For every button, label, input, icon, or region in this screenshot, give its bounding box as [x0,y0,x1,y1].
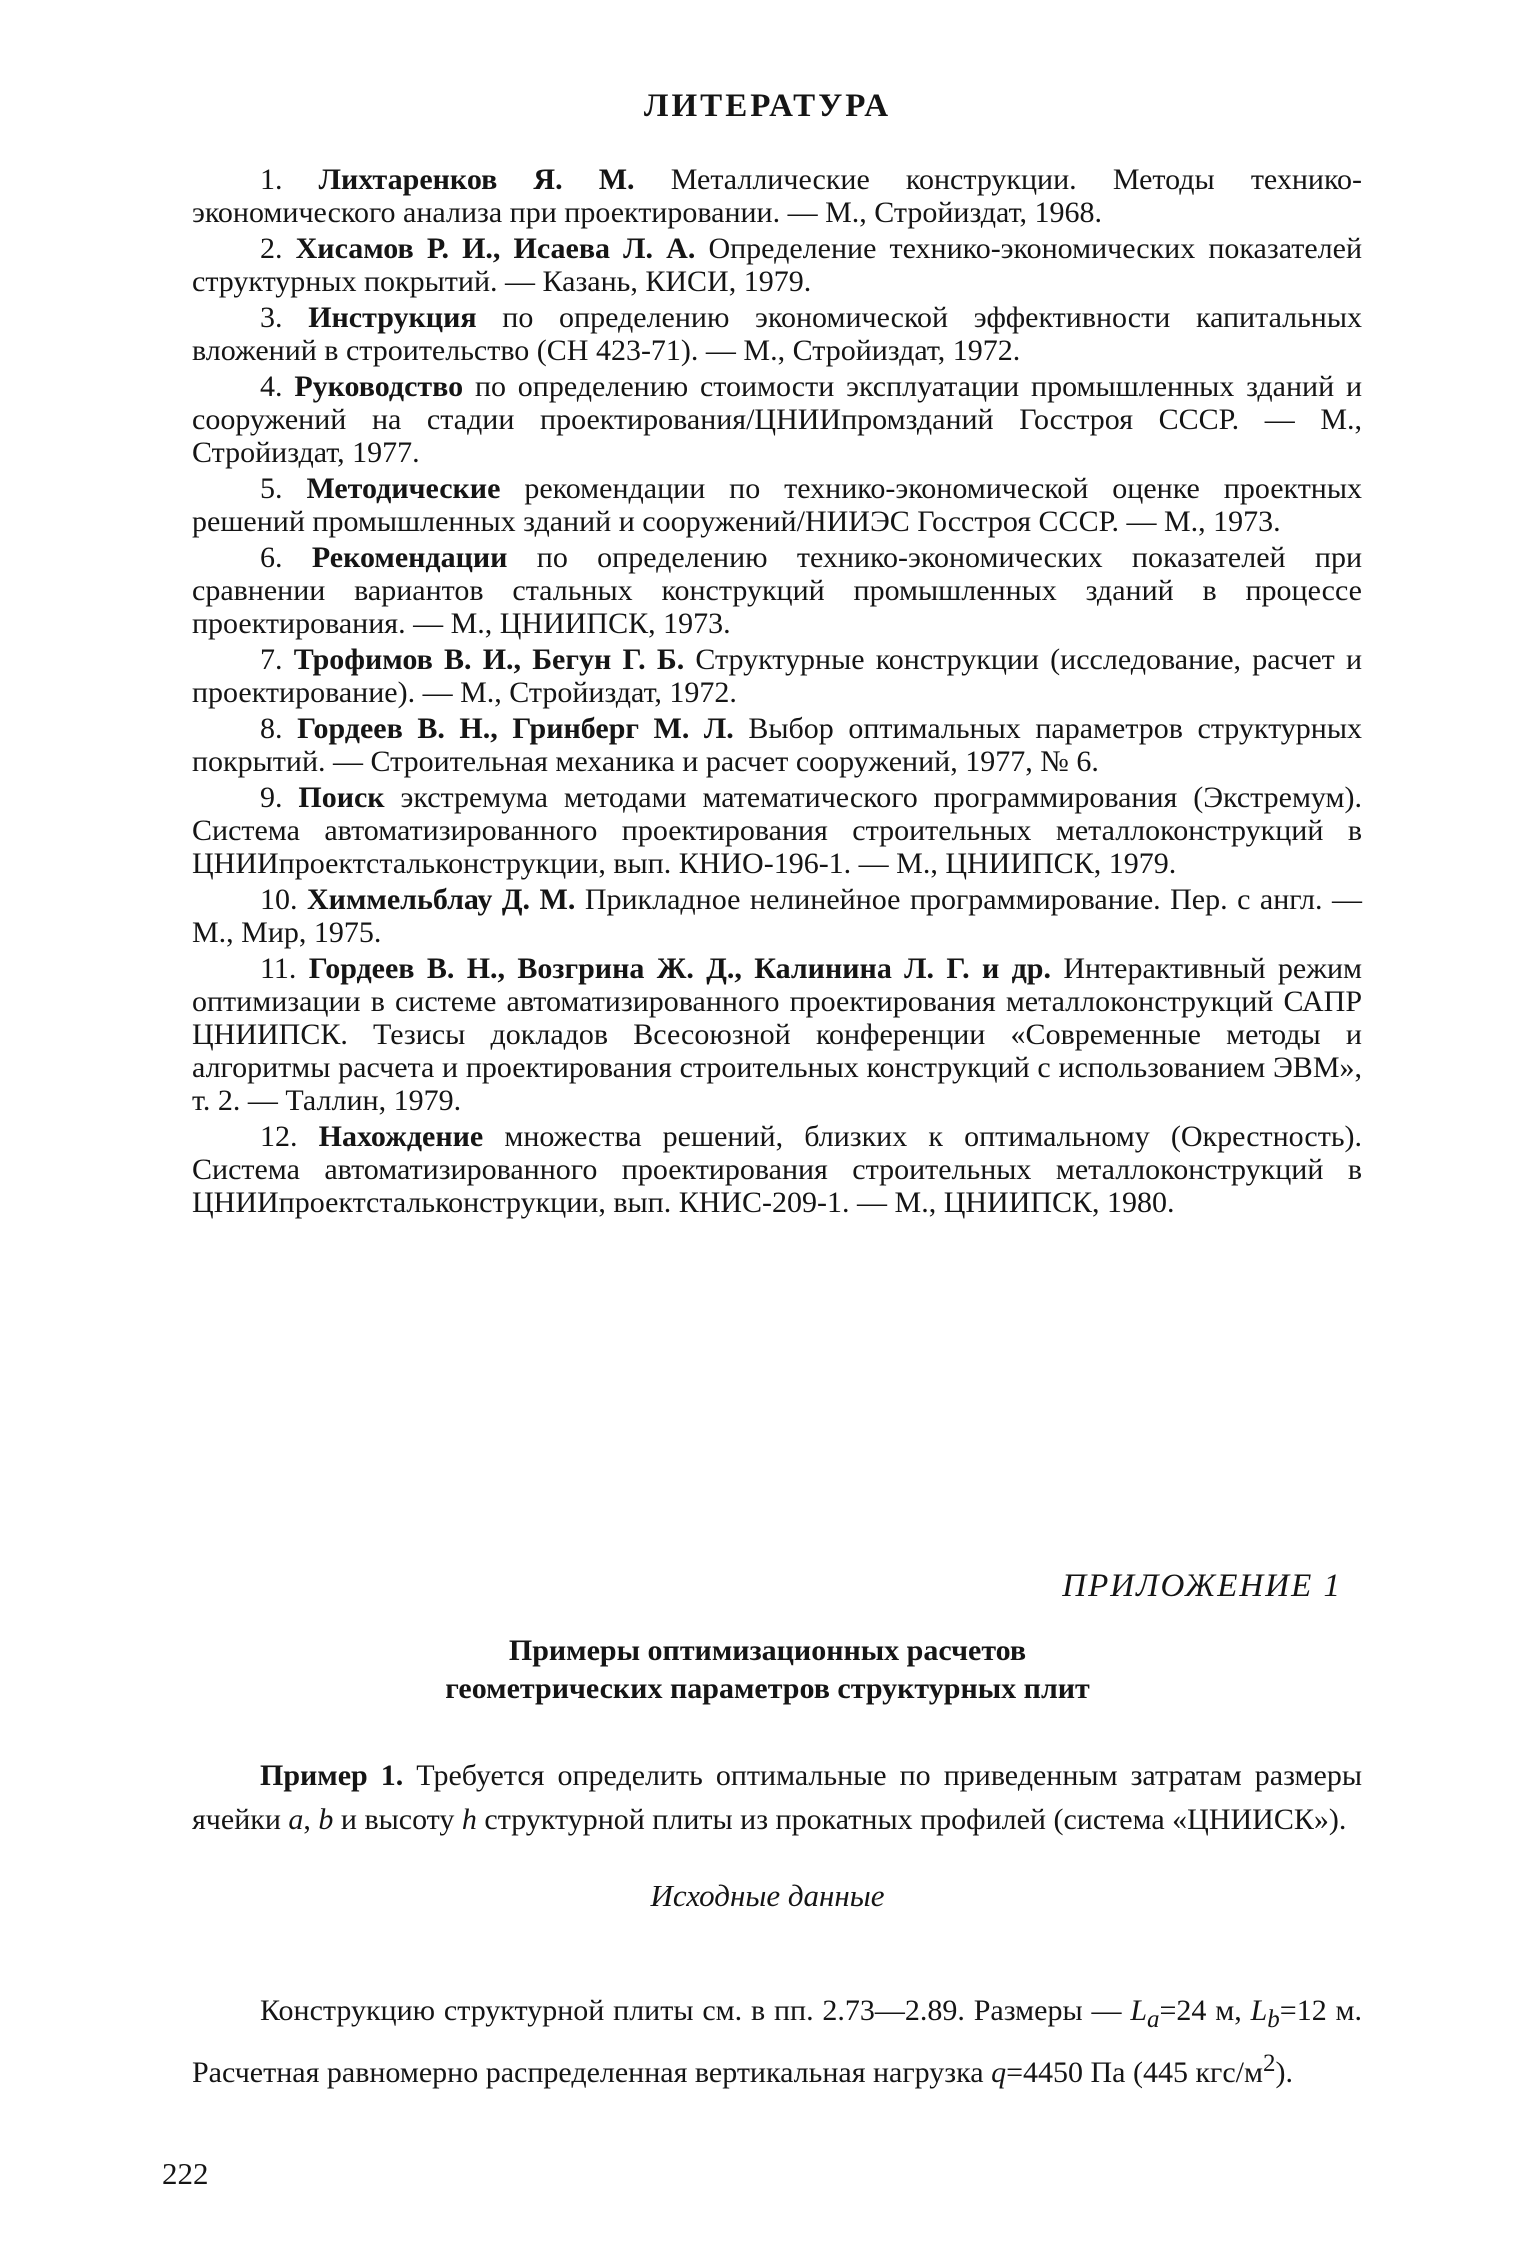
reference-number: 9. [260,781,283,814]
reference-authors: Лихтаренков Я. М. [318,163,635,196]
reference-number: 12. [260,1120,298,1153]
reference-item [192,370,1362,469]
appendix-label: ПРИЛОЖЕНИЕ 1 [1062,1568,1342,1604]
reference-authors: Инструкция [308,301,477,334]
reference-number: 5. [260,472,283,505]
reference-authors: Поиск [298,781,385,814]
reference-item [192,1120,1362,1219]
reference-number: 8. [260,712,283,745]
reference-number: 4. [260,370,283,403]
example-text: и высоту [340,1803,455,1836]
reference-item [192,712,1362,778]
reference-number: 2. [260,232,283,265]
variable-q: q [991,2056,1007,2089]
reference-authors: Нахождение [318,1120,484,1153]
reference-list [192,163,1362,1222]
reference-authors: Гордеев В. Н., Возгрина Ж. Д., Калинина Л. Г. и др. [308,952,1051,985]
appendix-title [0,1632,1535,1708]
reference-item [192,232,1362,298]
example-paragraph [192,1754,1362,1842]
reference-item [192,883,1362,949]
reference-item [192,952,1362,1117]
reference-authors: Методические [306,472,501,505]
reference-text: Выбор оптимальных параметров структурных покрытий. — Строительная механика и расчет сооружений, 1977, № 6. [192,712,1363,778]
reference-number: 11. [260,952,297,985]
appendix-title-line: Примеры оптимизационных расчетов [508,1634,1027,1667]
variable-h: h [461,1803,477,1836]
reference-item [192,472,1362,538]
reference-text: по определению технико-экономических показателей при сравнении вариантов стальных конструкций промышленных зданий в процессе проектирования. — М., ЦНИИПСК, 1973. [192,541,1362,640]
reference-authors: Руководство [294,370,464,403]
example-separator: , [303,1803,311,1836]
initial-data-text: Расчетная равномерно распределенная вертикальная нагрузка [192,2056,984,2089]
reference-text: по определению стоимости эксплуатации промышленных зданий и сооружений на стадии проектирования/ЦНИИпромзданий Госстроя СССР. — М., Стройиздат, 1977. [192,370,1363,469]
reference-authors: Хисамов Р. И., Исаева Л. А. [295,232,696,265]
reference-authors: Рекомендации [311,541,508,574]
lb-value: =12 м. [1279,1994,1363,2027]
reference-text: экстремума методами математического программирования (Экстремум). Система автоматизированного проектирования строительных металлоконструкций в ЦНИИпроектстальконструкции, вып. КНИО-196-1. — М., ЦНИИПСК, 1979. [192,781,1363,880]
variable-la: L [1130,1994,1147,2027]
reference-authors: Гордеев В. Н., Гринберг М. Л. [297,712,734,745]
q-exponent: 2 [1262,2050,1276,2077]
reference-text: рекомендации по технико-экономической оценке проектных решений промышленных зданий и сооружений/НИИЭС Госстроя СССР. — М., 1973. [192,472,1363,538]
reference-text: Структурные конструкции (исследование, расчет и проектирование). — М., Стройиздат, 1972. [192,643,1363,709]
initial-data-paragraph [192,1989,1362,2095]
variable-a: a [288,1803,304,1836]
page-number: 222 [162,2156,209,2191]
appendix-title-line: геометрических параметров структурных плит [445,1672,1090,1705]
subscript-b: b [1267,2006,1280,2033]
reference-number: 1. [260,163,283,196]
variable-lb: L [1250,1994,1268,2027]
literature-heading: ЛИТЕРАТУРА [643,88,892,124]
reference-item [192,541,1362,640]
reference-item [192,163,1362,229]
initial-data-heading: Исходные данные [650,1878,885,1913]
reference-authors: Химмельблау Д. М. [307,883,576,916]
reference-text: Определение технико-экономических показателей структурных покрытий. — Казань, КИСИ, 1979. [192,232,1363,298]
example-text: Требуется определить оптимальные по приведенным затратам размеры ячейки [192,1759,1362,1836]
reference-item [192,643,1362,709]
reference-text: Интерактивный режим оптимизации в системе автоматизированного проектирования металлоконструкций САПР ЦНИИПСК. Тезисы докладов Всесоюзной конференции «Современные методы и алгоритмы расчета и проектирования строительных конструкций с использованием ЭВМ», т. 2. — Таллин, 1979. [192,952,1362,1117]
la-value: =24 м, [1159,1994,1242,2027]
example-label: Пример 1. [260,1759,404,1792]
example-text: структурной плиты из прокатных профилей (система «ЦНИИСК»). [484,1803,1347,1836]
q-close: ). [1275,2056,1293,2089]
reference-authors: Трофимов В. И., Бегун Г. Б. [293,643,685,676]
subscript-a: a [1147,2006,1160,2033]
reference-number: 7. [260,643,283,676]
reference-item [192,781,1362,880]
q-value: =4450 Па (445 кгс/м [1006,2056,1263,2089]
initial-data-text: Конструкцию структурной плиты см. в пп. 2.73—2.89. Размеры — [260,1994,1122,2027]
reference-text: Металлические конструкции. Методы технико-экономического анализа при проектировании. — М., Стройиздат, 1968. [192,163,1363,229]
reference-text: по определению экономической эффективности капитальных вложений в строительство (СН 423-71). — М., Стройиздат, 1972. [192,301,1363,367]
reference-number: 6. [260,541,283,574]
reference-text: Прикладное нелинейное программирование. Пер. с англ. — М., Мир, 1975. [192,883,1363,949]
reference-item [192,301,1362,367]
variable-b: b [318,1803,334,1836]
reference-number: 10. [260,883,298,916]
reference-number: 3. [260,301,283,334]
reference-text: множества решений, близких к оптимальному (Окрестность). Система автоматизированного проектирования строительных металлоконструкций в ЦНИИпроектстальконструкции, вып. КНИС-209-1. — М., ЦНИИПСК, 1980. [192,1120,1363,1219]
